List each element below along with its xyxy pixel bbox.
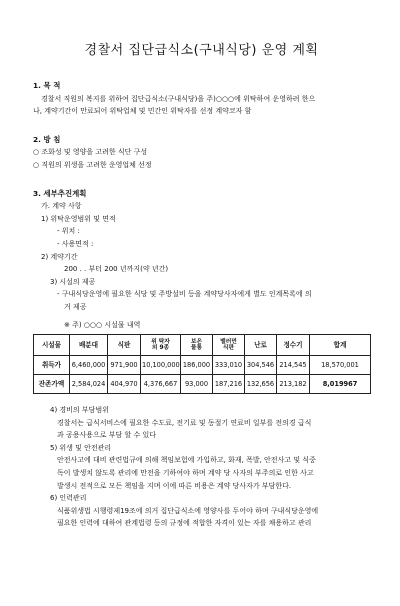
staff-line-2: 필요한 인력에 대하여 관계법령 등의 규정에 적합한 자격이 있는 자를 채용하고 관리: [57, 519, 312, 528]
facility-line-2: 거 제공: [64, 302, 87, 311]
safety-heading: 5) 위생 및 안전관리: [50, 443, 112, 452]
cell: 4,376,667: [141, 375, 181, 394]
cell: 18,570,001: [310, 356, 371, 375]
section-3-heading: 3. 세부추진계획: [33, 188, 87, 198]
document-page: [0, 41, 400, 606]
facility-table: [33, 334, 371, 394]
cell: 404,970: [108, 375, 141, 394]
purpose-line-2: 나, 계약기간이 만료되어 위탁업체 및 민간인 위탁자를 선정 계약코자 함: [33, 107, 252, 116]
cell: 2,584,024: [70, 375, 108, 394]
col-header-tables: 위 탁자 외 9종: [141, 335, 181, 356]
cell: 93,000: [181, 375, 213, 394]
scope-area: - 사용면적 :: [57, 239, 94, 248]
cell: 214,545: [277, 356, 310, 375]
period-heading: 2) 계약기간: [41, 252, 78, 261]
cell: 213,182: [277, 375, 310, 394]
facility-line-1: - 구내식당운영에 필요한 식당 및 주방설비 등을 계약당사자에게 별도 인계목록에 의: [57, 290, 312, 299]
contract-heading: 가. 계약 사항: [41, 202, 82, 211]
col-header-melamine-tray: 밸러먼 식판: [213, 335, 245, 356]
cell: 10,100,000: [141, 356, 181, 375]
col-header-total: 합계: [310, 335, 371, 356]
cell: 187,216: [213, 375, 245, 394]
policy-item-2: ○ 직원의 위생을 고려한 운영업체 선정: [33, 160, 152, 169]
staff-heading: 6) 인력관리: [50, 494, 87, 503]
expense-line-1: 경찰서는 급식서비스에 필요한 수도료, 전기료 및 동절기 연료비 일부를 전의경 급식: [57, 418, 312, 427]
cell: 132,656: [245, 375, 277, 394]
table-caption: ※ 주) ○○○ 시설물 내역: [64, 320, 141, 329]
cell: 304,546: [245, 356, 277, 375]
table-row: [34, 356, 371, 375]
col-header-item: 시설물: [34, 335, 70, 356]
purpose-line-1: 경찰서 직원의 복지를 위하여 집단급식소(구내식당)을 주)○○○에 위탁하여 운영하려 한으: [41, 94, 316, 103]
safety-line-1: 안전사고에 대비 관련법규에 의해 책임보험에 가입하고, 화재, 폭발, 안전사고 및 식중: [57, 456, 316, 465]
section-2-heading: 2. 방 침: [33, 134, 61, 144]
cell: 8,019967: [310, 375, 371, 394]
expense-heading: 4) 경비의 부담범위: [50, 406, 109, 415]
safety-line-2: 독이 발생치 않도록 관리에 만전을 기하여야 하며 계약 당 사자의 부주의로 인한 사고: [57, 469, 314, 478]
table-header-row: [34, 335, 371, 356]
section-1-heading: 1. 목 적: [33, 81, 61, 90]
page-title: 경찰서 집단급식소(구내식당) 운영 계획: [84, 43, 319, 58]
period-value: 200 . . 부터 200 년까지(약 년간): [64, 265, 169, 274]
col-header-heater: 난로: [245, 335, 277, 356]
safety-line-3: 발생시 전적으로 모든 책임을 지며 이에 따른 비용은 계약 당사자가 부담한다.: [57, 481, 292, 490]
scope-location: - 위치 :: [57, 227, 80, 236]
col-header-counter: 배분대: [70, 335, 108, 356]
cell: 186,000: [181, 356, 213, 375]
table-row: [34, 375, 371, 394]
policy-item-1: ○ 조화성 및 영양을 고려한 식단 구성: [33, 148, 148, 157]
cell: 취득가: [34, 356, 70, 375]
cell: 잔존가액: [34, 375, 70, 394]
scope-heading: 1) 위탁운영범위 및 면적: [41, 214, 116, 223]
cell: 971,900: [108, 356, 141, 375]
cell: 6,460,000: [70, 356, 108, 375]
cell: 333,010: [213, 356, 245, 375]
facility-heading: 3) 시설의 제공: [50, 277, 96, 286]
col-header-purifier: 정수기: [277, 335, 310, 356]
staff-line-1: 식품위생법 시행령제19조에 의거 집단급식소에 영양사를 두어야 하며 구내식당운영에: [57, 506, 319, 515]
col-header-tray: 식판: [108, 335, 141, 356]
expense-line-2: 과 공용사용으로 부담 할 수 있다: [57, 431, 157, 440]
col-header-warmer: 보온 물통: [181, 335, 213, 356]
